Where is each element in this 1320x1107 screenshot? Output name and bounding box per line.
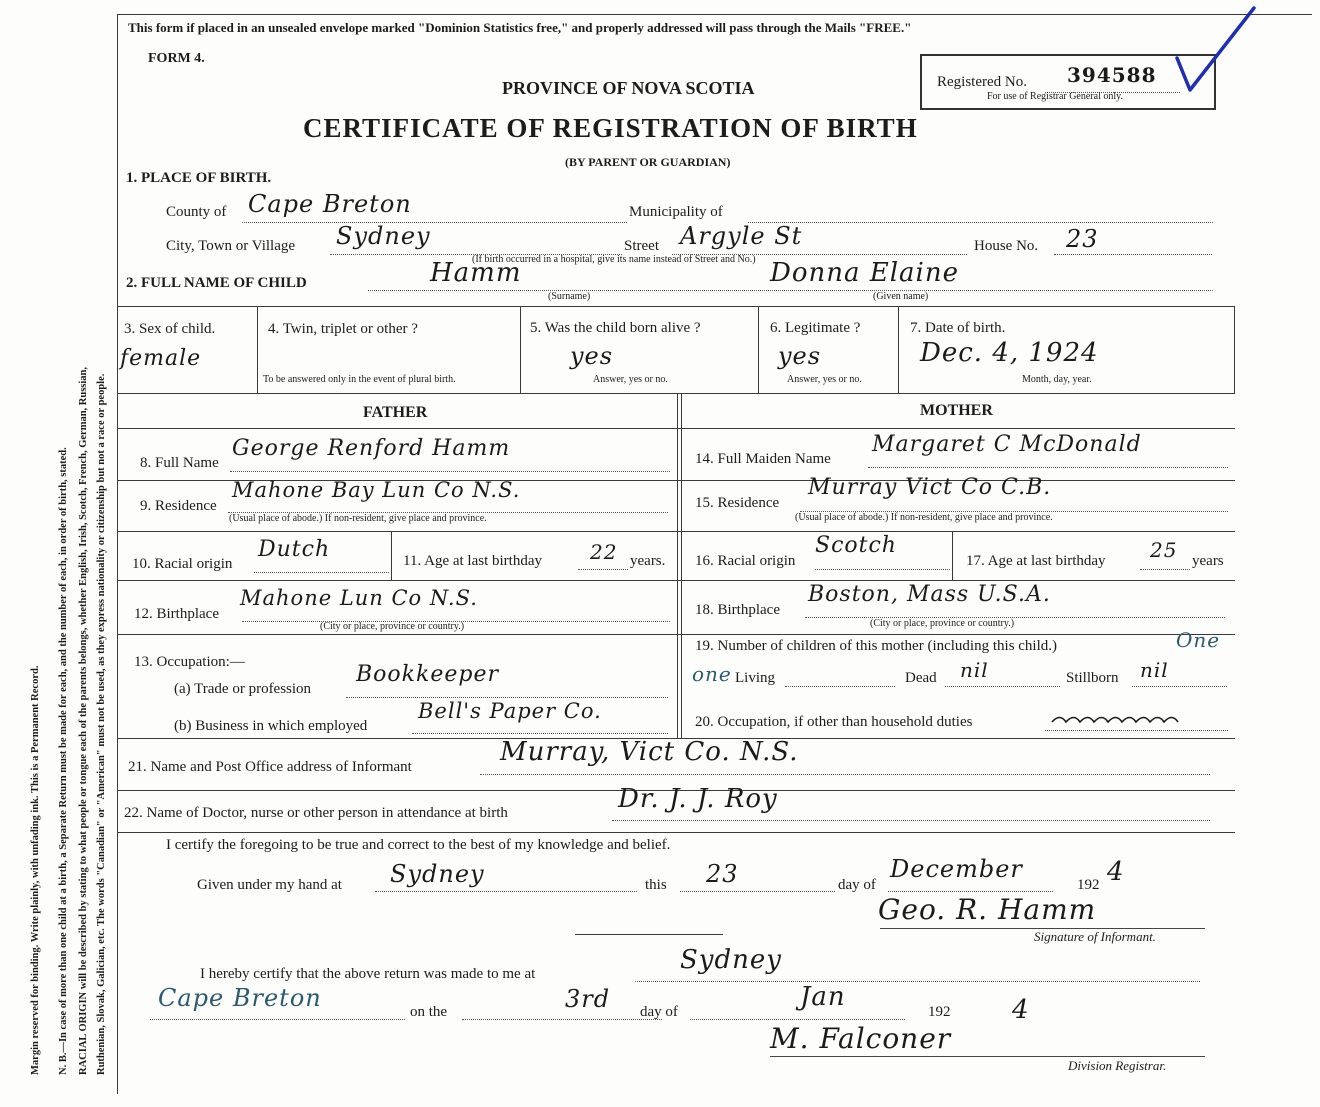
given-name-note: (Given name): [873, 291, 929, 302]
mother-name-label: 14. Full Maiden Name: [695, 451, 831, 467]
house-number-value[interactable]: 23: [1066, 225, 1099, 253]
informant-label: 21. Name and Post Office address of Informant: [128, 759, 412, 775]
registrar-day-label: day of: [640, 1004, 678, 1020]
father-residence-note: (Usual place of abode.) If non-resident, give place and province.: [229, 513, 487, 524]
certify-text: I certify the foregoing to be true and correct to the best of my knowledge and belief.: [166, 837, 671, 853]
year-prefix: 192: [1077, 877, 1100, 893]
doctor-label: 22. Name of Doctor, nurse or other person in attendance at birth: [124, 805, 508, 821]
business-value[interactable]: Bell's Paper Co.: [418, 699, 602, 723]
alive-value[interactable]: yes: [570, 342, 614, 370]
registrar-text: I hereby certify that the above return was made to me at: [200, 966, 536, 982]
registrar-place-value[interactable]: Sydney: [680, 945, 782, 975]
sex-value[interactable]: female: [120, 346, 202, 371]
father-residence-label: 9. Residence: [140, 498, 217, 514]
page-title: CERTIFICATE OF REGISTRATION OF BIRTH: [303, 113, 918, 143]
mother-occupation-label: 20. Occupation, if other than household duties: [695, 714, 973, 730]
given-place-value[interactable]: Sydney: [390, 860, 485, 888]
registrar-note: For use of Registrar General only.: [987, 91, 1123, 102]
margin-note: Margin reserved for binding. Write plainly, with unfading ink. This is a Permanent Record.: [30, 665, 41, 1075]
twin-note: To be answered only in the event of plural birth.: [263, 374, 456, 385]
dead-value[interactable]: nil: [960, 658, 989, 682]
form-left-border: [117, 14, 118, 1094]
dob-label: 7. Date of birth.: [910, 320, 1006, 336]
month-value[interactable]: December: [890, 855, 1023, 883]
father-age-unit: years.: [630, 553, 666, 569]
province-heading: PROVINCE OF NOVA SCOTIA: [502, 78, 755, 98]
sex-label: 3. Sex of child.: [124, 321, 216, 337]
father-age-value[interactable]: 22: [590, 540, 618, 564]
form-number: FORM 4.: [148, 51, 205, 66]
place-of-birth-section: 1. PLACE OF BIRTH.: [126, 170, 272, 186]
registrar-year-prefix: 192: [928, 1004, 951, 1020]
mother-age-value[interactable]: 25: [1150, 538, 1178, 562]
hospital-note: (If birth occurred in a hospital, give its name instead of Street and No.): [472, 254, 756, 265]
mother-age-unit: years: [1192, 553, 1224, 569]
registrar-on-label: on the: [410, 1004, 448, 1020]
street-value[interactable]: Argyle St: [680, 222, 803, 250]
city-value[interactable]: Sydney: [336, 222, 431, 250]
dob-value[interactable]: Dec. 4, 1924: [920, 338, 1099, 368]
registrar-signature[interactable]: M. Falconer: [770, 1022, 952, 1055]
father-racial-label: 10. Racial origin: [132, 556, 233, 572]
mother-residence-note: (Usual place of abode.) If non-resident, give place and province.: [795, 512, 1053, 523]
living-label: Living: [735, 670, 775, 686]
business-label: (b) Business in which employed: [174, 718, 368, 734]
mother-birthplace-note: (City or place, province or country.): [870, 618, 1015, 629]
twin-label: 4. Twin, triplet or other ?: [268, 321, 418, 337]
mother-name-value[interactable]: Margaret C McDonald: [872, 432, 1142, 457]
mother-residence-label: 15. Residence: [695, 495, 780, 511]
father-name-value[interactable]: George Renford Hamm: [232, 436, 511, 461]
this-day-value[interactable]: 23: [706, 860, 739, 888]
registrar-day-value[interactable]: 3rd: [565, 985, 611, 1013]
doctor-value[interactable]: Dr. J. J. Roy: [618, 784, 778, 814]
father-age-label: 11. Age at last birthday: [403, 553, 542, 569]
day-of-label: day of: [838, 877, 876, 893]
children-value[interactable]: One: [1176, 628, 1221, 652]
registered-value: 394588: [1067, 63, 1157, 87]
margin-nb: N. B.—In case of more than one child at a birth, a Separate Return must be made for each, and the number of each, in order of birth, stated.: [58, 447, 69, 1075]
mother-racial-value[interactable]: Scotch: [815, 533, 897, 558]
registrar-month-value[interactable]: Jan: [800, 982, 846, 1012]
trade-value[interactable]: Bookkeeper: [356, 662, 499, 687]
alive-label: 5. Was the child born alive ?: [530, 320, 701, 336]
year-value[interactable]: 4: [1107, 857, 1125, 887]
margin-racial-2: Ruthenian, Slovak, Galician, etc. The words "Canadian" or "American" must not be used, as they express nationality or citizenship but not a race or people.: [96, 373, 107, 1075]
occupation-label: 13. Occupation:—: [134, 654, 245, 670]
street-label: Street: [624, 238, 659, 254]
mother-racial-label: 16. Racial origin: [695, 553, 796, 569]
child-name-label: 2. FULL NAME OF CHILD: [126, 275, 307, 291]
alive-note: Answer, yes or no.: [593, 374, 668, 385]
registrar-county-value[interactable]: Cape Breton: [158, 984, 322, 1012]
stillborn-value[interactable]: nil: [1140, 658, 1169, 682]
trade-label: (a) Trade or profession: [174, 681, 312, 697]
page-subtitle: (BY PARENT OR GUARDIAN): [565, 155, 731, 169]
city-label: City, Town or Village: [166, 238, 296, 254]
father-birthplace-label: 12. Birthplace: [134, 606, 219, 622]
legitimate-value[interactable]: yes: [778, 342, 822, 370]
living-value[interactable]: one: [692, 662, 732, 686]
stillborn-label: Stillborn: [1066, 670, 1119, 686]
mail-note: This form if placed in an unsealed envelope marked "Dominion Statistics free," and properly addressed will pass through the Mails "FREE.": [128, 20, 912, 35]
mother-birthplace-label: 18. Birthplace: [695, 602, 780, 618]
father-heading: FATHER: [363, 404, 428, 421]
child-given-name-value[interactable]: Donna Elaine: [770, 258, 959, 288]
mother-age-label: 17. Age at last birthday: [966, 553, 1106, 569]
house-number-label: House No.: [974, 238, 1039, 254]
father-residence-value[interactable]: Mahone Bay Lun Co N.S.: [232, 478, 521, 502]
legitimate-label: 6. Legitimate ?: [770, 320, 861, 336]
surname-note: (Surname): [548, 291, 591, 302]
child-surname-value[interactable]: Hamm: [430, 258, 522, 288]
county-value[interactable]: Cape Breton: [248, 190, 412, 218]
legitimate-note: Answer, yes or no.: [787, 374, 862, 385]
children-label: 19. Number of children of this mother (including this child.): [695, 638, 1058, 654]
father-birthplace-value[interactable]: Mahone Lun Co N.S.: [240, 586, 478, 610]
municipality-label: Municipality of: [629, 204, 723, 220]
check-mark-icon: [1172, 6, 1262, 96]
father-birthplace-note: (City or place, province or country.): [320, 621, 465, 632]
registrar-year-value[interactable]: 4: [1012, 995, 1030, 1025]
informant-value[interactable]: Murray, Vict Co. N.S.: [500, 737, 799, 767]
mother-heading: MOTHER: [920, 402, 993, 419]
registered-label: Registered No.: [937, 74, 1027, 90]
informant-signature-label: Signature of Informant.: [1034, 929, 1156, 944]
occupation-dash-mark: [1050, 710, 1190, 728]
dead-label: Dead: [905, 670, 937, 686]
this-label: this: [645, 877, 667, 893]
mother-residence-value[interactable]: Murray Vict Co C.B.: [808, 475, 1052, 500]
form-top-border: [117, 14, 1312, 15]
mother-birthplace-value[interactable]: Boston, Mass U.S.A.: [808, 582, 1051, 607]
margin-racial: RACIAL ORIGIN will be described by stating to what people or tongue each of the parents belongs, whether English, Irish, Scotch, French, German, Russian,: [78, 366, 89, 1075]
county-label: County of: [166, 204, 227, 220]
registrar-signature-label: Division Registrar.: [1068, 1058, 1167, 1073]
father-racial-value[interactable]: Dutch: [258, 537, 331, 562]
dob-note: Month, day, year.: [1022, 374, 1092, 385]
father-name-label: 8. Full Name: [140, 455, 219, 471]
given-under-label: Given under my hand at: [197, 877, 342, 893]
informant-signature[interactable]: Geo. R. Hamm: [878, 893, 1097, 926]
